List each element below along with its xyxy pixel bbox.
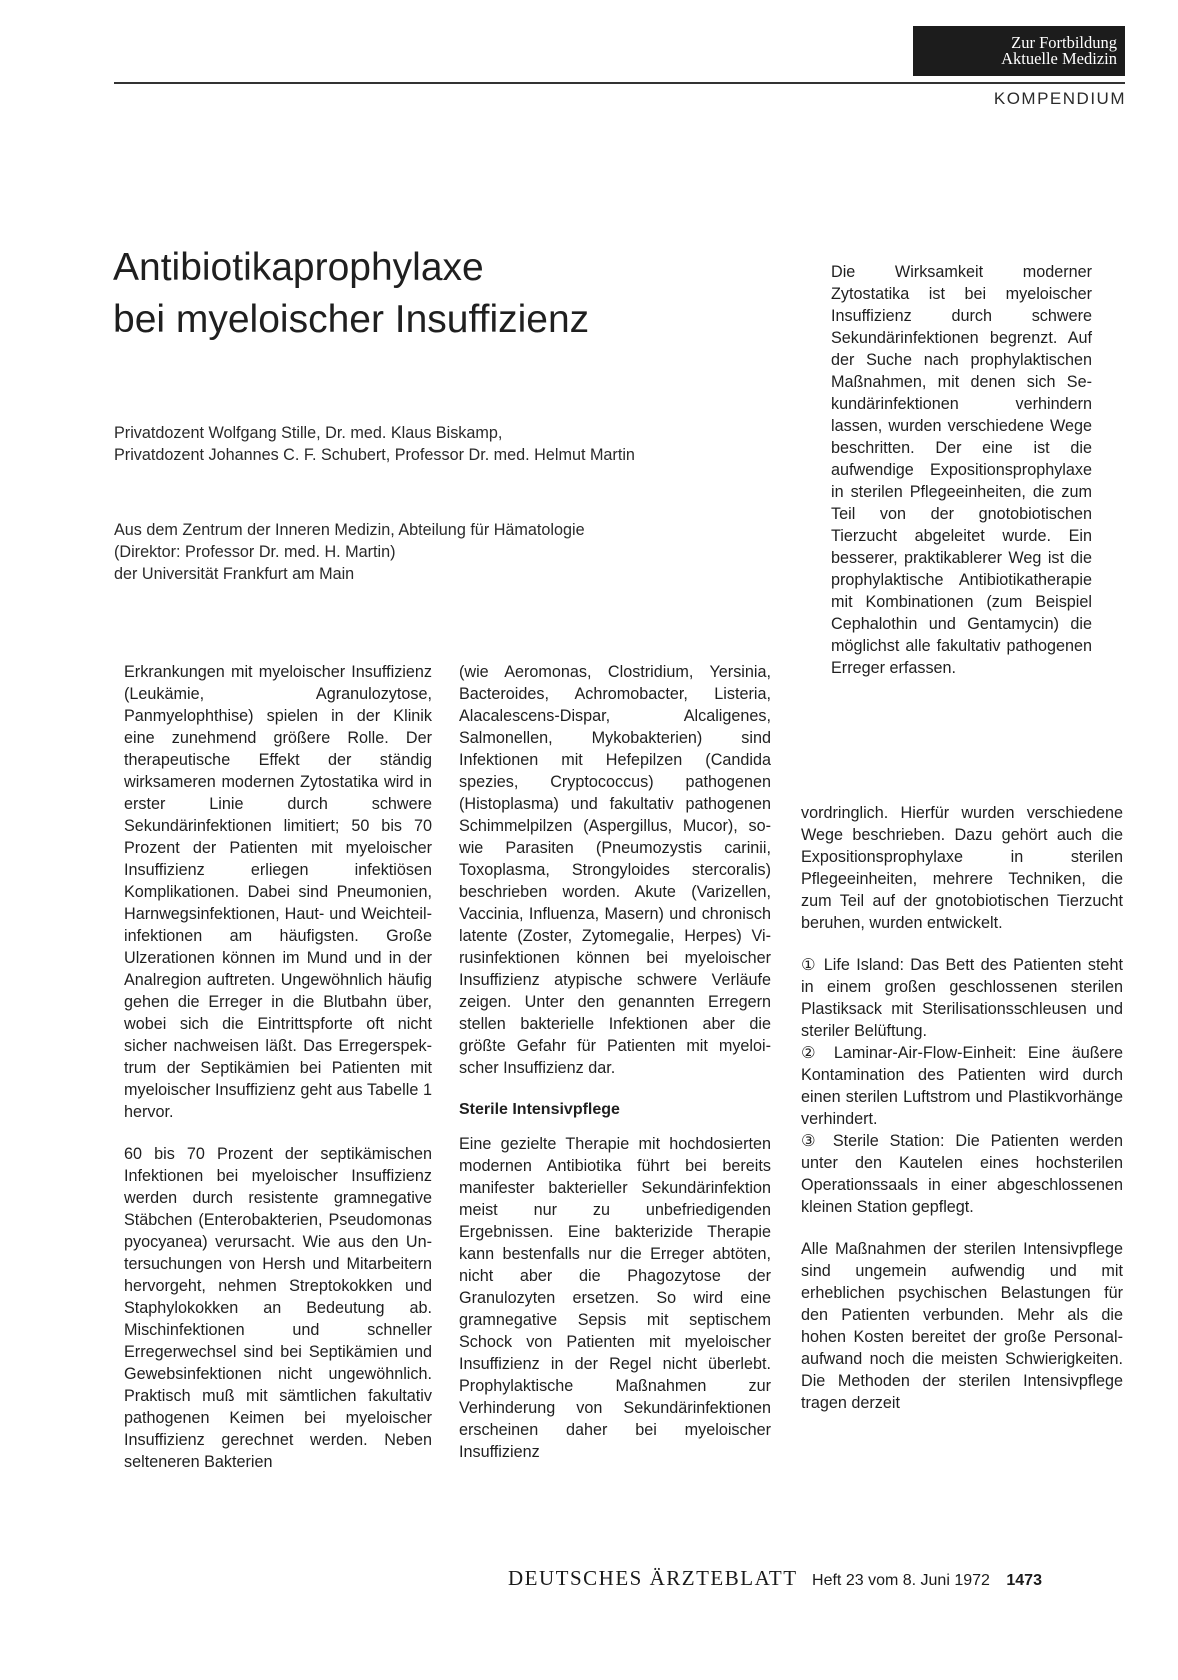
badge-line-1: Zur Fortbildung <box>1011 33 1117 52</box>
affiliation-line-3: der Universität Frankfurt am Main <box>114 565 355 583</box>
section-label: KOMPENDIUM <box>993 89 1126 108</box>
authors-line-2: Privatdozent Johannes C. F. Schubert, Professor Dr. med. Helmut Martin <box>114 446 635 464</box>
abstract-paragraph: Die Wirksamkeit moderner Zytostatika ist bei myeloischer Insuffizienz durch schwere Sekundärinfektionen begrenzt. Auf der Suche nach prophylaktischen Maßnahmen, mit denen sich Sekundärinfektionen verhindern lassen, wurden verschiedene Wege beschritten. Der eine ist die aufwendige Expositionsprophylaxe in sterilen Pflegeeinheiten, die zum Teil von der gnotobiotischen Tierzucht abgeleitet wurde. Ein besserer, praktikablerer Weg ist die prophylaktische Antibiotikatherapie mit Kombinationen (zum Beispiel Cephalothin und Gentamycin) die möglichst alle fakultativ pathogenen Erreger erfassen. <box>831 263 1092 677</box>
title-line-1: Antibiotikaprophylaxe <box>113 246 484 289</box>
header-rule <box>114 82 1125 84</box>
paragraph-5: vordringlich. Hierfür wurden verschiedene Wege beschrieben. Dazu gehört auch die Expositionsprophylaxe in sterilen Pflegeeinheiten, mehrere Techniken, die zum Teil auf der gnotobiotischen Tierzucht beruhen, wurden entwickelt. <box>801 804 1123 932</box>
abstract-column <box>831 261 1092 679</box>
badge-line-2: Aktuelle Medizin <box>1001 49 1117 68</box>
paragraph-6: Alle Maßnahmen der sterilen Intensivpflege sind ungemein aufwendig und mit erheblichen psychischen Belastungen für den Patienten verbunden. Mehr als die hohen Kosten bereitet der große Personalaufwand noch die meisten Schwierigkeiten. Die Methoden der sterilen Intensivpflege tragen derzeit <box>801 1240 1123 1412</box>
authors <box>114 422 635 466</box>
paragraph-1: Erkrankungen mit myeloischer Insuffizienz (Leukämie, Agranulozytose, Panmyelophthise) spielen in der Klinik eine zunehmend größere Rolle. Der therapeutische Effekt der ständig wirksameren modernen Zytostatika wird in erster Linie durch schwere Sekundärinfektionen limitiert; 50 bis 70 Prozent der Patienten mit myeloischer Insuffizienz erliegen infektiösen Komplikationen. Dabei sind Pneumonien, Harnwegsinfektionen, Haut- und Weichteilinfektionen am häufigsten. Große Ulzerationen können im Mund und in der Analregion auftreten. Ungewöhnlich häufig gehen die Erreger in die Blutbahn über, wobei sich die Eintrittspforte oft nicht sicher nachweisen läßt. Das Erregerspektrum der Septikämien bei Patienten mit myeloischer Insuffizienz geht aus Tabelle 1 hervor. <box>124 663 432 1121</box>
paragraph-4: Eine gezielte Therapie mit hochdosierten modernen Antibiotika führt bei bereits manifester bakterieller Sekundärinfektion meist nur zu unbefriedigenden Ergebnissen. Eine bakterizide Therapie kann bestenfalls nur die Erreger abtöten, nicht aber die Phagozytose der Granulozyten ersetzen. So wird eine gramnegative Sepsis mit septischem Schock von Patienten mit myeloischer Insuffizienz in der Regel nicht überlebt. Prophylaktische Maßnahmen zur Verhinderung von Sekundärinfektionen erscheinen daher bei myeloischer Insuffizienz <box>459 1135 771 1461</box>
authors-line-1: Privatdozent Wolfgang Stille, Dr. med. Klaus Biskamp, <box>114 424 503 442</box>
title-line-2: bei myeloischer Insuffizienz <box>113 298 590 341</box>
affiliation-line-1: Aus dem Zentrum der Inneren Medizin, Abteilung für Hämatologie <box>114 521 585 539</box>
paragraph-3: (wie Aeromonas, Clostridium, Yersinia, Bacteroides, Achromobacter, Listeria, Alacalescens-Dispar, Alcaligenes, Salmonellen, Mykobakterien) sind Infektionen mit Hefepilzen (Candida spezies, Cryptococcus) pathogenen (Histoplasma) und fakultativ pathogenen Schimmelpilzen (Aspergillus, Mucor), sowie Parasiten (Pneumozystis carinii, Toxoplasma, Strongyloides stercoralis) beschrieben worden. Akute (Varizellen, Vaccinia, Influenza, Masern) und chronisch latente (Zoster, Zytomegalie, Herpes) Virusinfektionen können bei myeloischer Insuffizienz atypische schwere Verläufe zeigen. Unter den genannten Erregern stellen bakterielle Infektionen aber die größte Gefahr für Patienten mit myeloischer Insuffizienz dar. <box>459 663 771 1077</box>
list-item-life-island: ① Life Island: Das Bett des Patienten steht in einem großen geschlossenen sterilen Plastiksack mit Sterilisationsschleusen und steriler Belüftung. <box>801 956 1123 1040</box>
body-column-2 <box>459 661 771 1463</box>
body-column-1 <box>124 661 432 1473</box>
body-column-3 <box>801 802 1123 1414</box>
page-number: 1473 <box>1006 1572 1042 1589</box>
page-footer <box>508 1566 1042 1591</box>
article-title <box>113 242 589 346</box>
affiliation-line-2: (Direktor: Professor Dr. med. H. Martin) <box>114 543 396 561</box>
list-item-laminar-air-flow: ② Laminar-Air-Flow-Einheit: Eine äußere Kontamination des Patienten wird durch einen sterilen Luftstrom und Plastikvorhänge verhindert. <box>801 1044 1123 1128</box>
issue-info: Heft 23 vom 8. Juni 1972 <box>812 1572 990 1589</box>
section-badge <box>913 26 1125 76</box>
affiliation <box>114 519 585 585</box>
paragraph-2: 60 bis 70 Prozent der septikämischen Infektionen bei myeloischer Insuffizienz werden durch resistente gramnegative Stäbchen (Enterobakterien, Pseudomonas pyocyanea) verursacht. Wie aus den Untersuchungen von Hersh und Mitarbeitern hervorgeht, nehmen Streptokokken und Staphylokokken an Bedeutung ab. Mischinfektionen und schneller Erregerwechsel sind bei Septikämien und Gewebsinfektionen nicht ungewöhnlich. Praktisch muß mit sämtlichen fakultativ pathogenen Keimen bei myeloischer Insuffizienz gerechnet werden. Neben selteneren Bakterien <box>124 1145 432 1471</box>
journal-name: DEUTSCHES ÄRZTEBLATT <box>508 1566 798 1590</box>
list-item-sterile-station: ③ Sterile Station: Die Patienten werden unter den Kautelen eines hochsterilen Operationssaals in einer abgeschlossenen kleinen Station gepflegt. <box>801 1132 1123 1216</box>
subheading-sterile-intensivpflege: Sterile Intensivpflege <box>459 1101 620 1118</box>
